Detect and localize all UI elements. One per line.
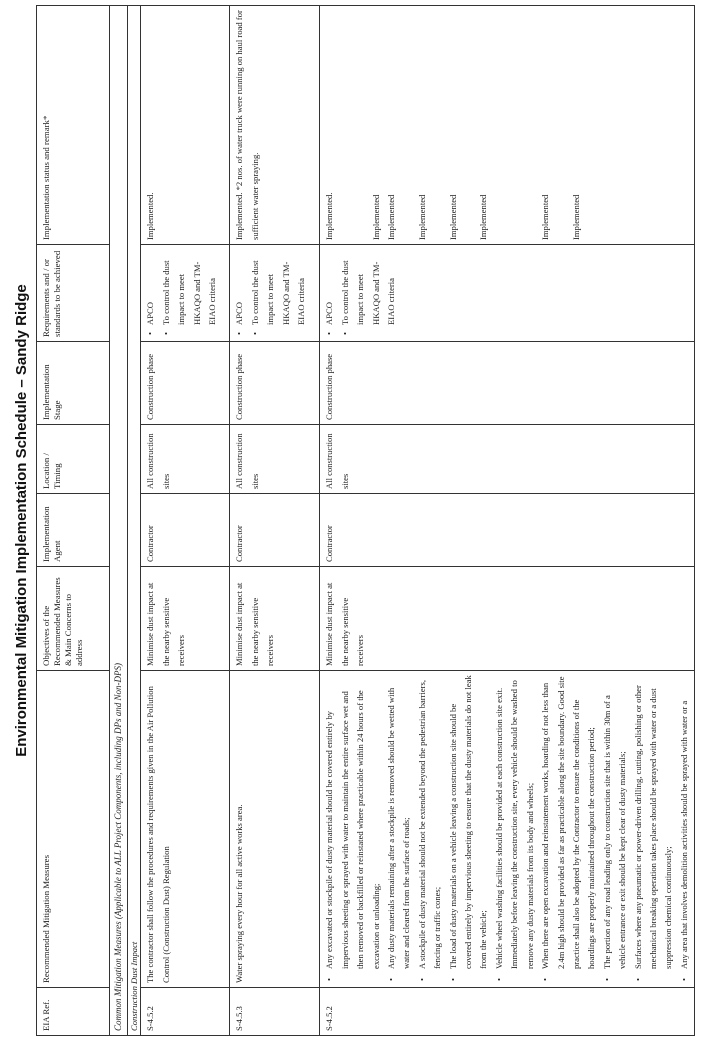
objective-text: Minimise dust impact at the nearby sensitive receivers xyxy=(141,567,230,671)
agent-text: Contractor xyxy=(320,494,695,567)
requirements xyxy=(141,245,230,342)
measure-item: • Surfaces where any pneumatic or power-driven drilling, cutting, polishing or other mechanical breaking operation takes place should be sprayed with water or a dust suppression chemical continuously; xyxy=(631,675,677,969)
status-list-cell: Implemented. Implemented Implemented Implemented Implemented Implemented Implemented Implemented xyxy=(320,6,695,245)
requirements xyxy=(230,245,320,342)
header-eia-ref: EIA Ref. xyxy=(37,988,110,1036)
measure-list xyxy=(322,675,692,983)
measure-item: • A stockpile of dusty material should not be extended beyond the pedestrian barriers, fencing or traffic cones; xyxy=(415,675,446,969)
table-row xyxy=(230,6,320,1036)
header-agent: Implementation Agent xyxy=(37,494,110,567)
subsection-row xyxy=(128,6,141,1036)
page-title: Environmental Mitigation Implementation Schedule – Sandy Ridge xyxy=(12,284,30,757)
header-measures: Recommended Mitigation Measures xyxy=(37,671,110,988)
objective-text: Minimise dust impact at the nearby sensitive receivers xyxy=(320,567,695,671)
header-status: Implementation status and remark* xyxy=(37,6,110,245)
agent-text: Contractor xyxy=(230,494,320,567)
requirement-item: • APCO xyxy=(232,249,247,325)
status-text: Implemented. *2 nos. of water truck were running on haul road for sufficient water spraying. xyxy=(230,6,320,245)
section-row xyxy=(110,6,128,1036)
schedule-table-container xyxy=(36,6,698,1036)
stage-text: Construction phase xyxy=(141,342,230,425)
measure-item: • The load of dusty materials on a vehicle leaving a construction site should be covered entirely by impervious sheeting to ensure that the dusty materials do not leak from the vehicle; xyxy=(446,675,492,969)
measure-item: • Vehicle wheel washing facilities should be provided at each construction site exit. Immediately before leaving the construction site, every vehicle should be washed to remove any dusty materials from its body and wheels; xyxy=(492,675,538,969)
eia-ref: S-4.5.3 xyxy=(230,988,320,1036)
eia-ref: S-4.5.2 xyxy=(141,988,230,1036)
location-text: All construction sites xyxy=(320,425,695,494)
requirement-item: • APCO xyxy=(143,249,158,325)
stage-text: Construction phase xyxy=(230,342,320,425)
measure-item: • Any excavated or stockpile of dusty material should be covered entirely by impervious sheeting or sprayed with water to maintain the entire surface wet and then removed or backfilled or reinstated where practicable within 24 hours of the excavation or unloading; xyxy=(322,675,384,969)
agent-text: Contractor xyxy=(141,494,230,567)
table-row xyxy=(320,6,695,1036)
requirement-item: • To control the dust impact to meet HKAQO and TM-EIAO criteria xyxy=(159,249,221,325)
mitigation-schedule-table xyxy=(36,5,695,1036)
subsection-title: Construction Dust Impact xyxy=(128,6,141,1036)
section-title: Common Mitigation Measures (Applicable to ALL Project Components, including DPs and Non-DPS) xyxy=(110,6,128,1036)
header-row xyxy=(37,6,110,1036)
stage-text: Construction phase xyxy=(320,342,695,425)
measure-item: • Any area that involves demolition activities should be sprayed with water or a xyxy=(677,675,692,969)
location-text: All construction sites xyxy=(230,425,320,494)
measure-text: The contractor shall follow the procedures and requirements given in the Air Pollution Control (Construction Dust) Regulation xyxy=(141,671,230,988)
measure-list-cell xyxy=(320,671,695,988)
header-stage: Implementation Stage xyxy=(37,342,110,425)
measure-text: Water spraying every hour for all active works area. xyxy=(230,671,320,988)
eia-ref: S-4.5.2 xyxy=(320,988,695,1036)
objective-text: Minimise dust impact at the nearby sensitive receivers xyxy=(230,567,320,671)
table-row xyxy=(141,6,230,1036)
header-objectives: Objectives of the Recommended Measures & Main Concerns to address xyxy=(37,567,110,671)
requirement-item: • To control the dust impact to meet HKAQO and TM-EIAO criteria xyxy=(338,249,400,325)
header-requirements: Requirements and / or standards to be achieved xyxy=(37,245,110,342)
requirement-item: • APCO xyxy=(322,249,337,325)
status-text: Implemented. xyxy=(141,6,230,245)
measure-item: • Any dusty materials remaining after a stockpile is removed should be wetted with water and cleared from the surface of roads; xyxy=(384,675,415,969)
location-text: All construction sites xyxy=(141,425,230,494)
measure-item: • When there are open excavation and reinstatement works, hoarding of not less than 2.4m high should be provided as far as practicable along the site boundary. Good site practice shall also be adopted by the Contractor to ensure the conditions of the hoardings are properly maintained throughout the construction period; xyxy=(538,675,600,969)
requirements xyxy=(320,245,695,342)
header-location: Location / Timing xyxy=(37,425,110,494)
requirement-item: • To control the dust impact to meet HKAQO and TM-EIAO criteria xyxy=(248,249,310,325)
measure-item: • The portion of any road leading only to construction site that is within 30m of a vehicle entrance or exit should be kept clear of dusty materials; xyxy=(600,675,631,969)
